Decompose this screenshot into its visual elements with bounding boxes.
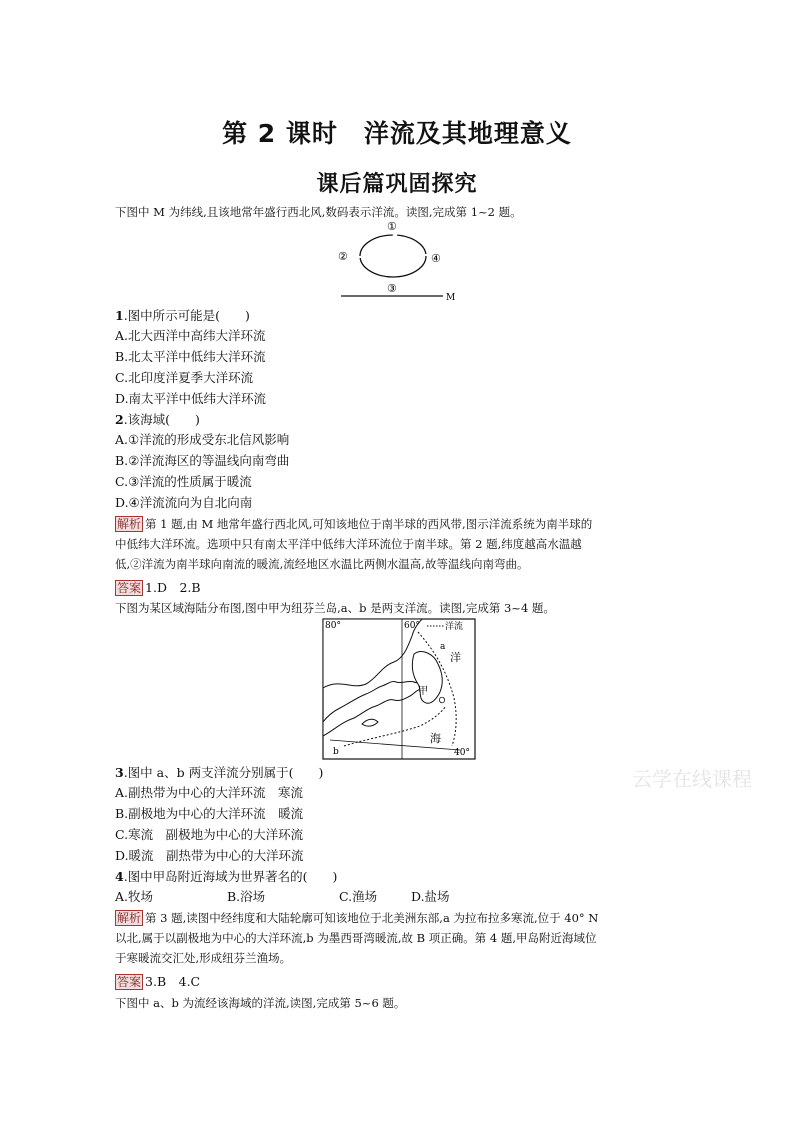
q3-option-c[interactable]: C.寒流 副极地为中心的大洋环流 <box>115 827 304 842</box>
answer-1-2: 答案 1.D 2.B <box>117 580 201 595</box>
question-2: 2.该海域( ) <box>115 412 200 427</box>
lon-label-60: 60° <box>404 621 420 631</box>
ocean-label-hai: 海 <box>430 732 441 745</box>
intro-q1-2: 下图中 M 为纬线,且该地常年盛行西北风,数码表示洋流。读图,完成第 1~2 题。 <box>115 205 522 219</box>
q3-option-a[interactable]: A.副热带为中心的大洋环流 寒流 <box>115 785 304 800</box>
explanation-2: 解析 第 3 题,读图中经纬度和大陆轮廓可知该地位于北美洲东部,a 为拉布拉多寒流,位于 40° N 以北,属于以副极地为中心的大洋环流,b 为墨西哥湾暖流,故 B 项正确。第 4 题,甲岛附近海域位 于寒暖流交汇处,形成纽芬兰渔场。 <box>115 911 599 965</box>
gyre-ellipse <box>360 235 426 277</box>
question-1: 1.图中所示可能是( ) <box>115 308 250 323</box>
q1-option-b[interactable]: B.北太平洋中低纬大洋环流 <box>115 349 266 364</box>
q4-option-b[interactable]: B.浴场 <box>227 889 266 904</box>
ocean-label-yang: 洋 <box>450 651 461 664</box>
island-label-jia: 甲 <box>418 686 428 697</box>
q4-option-d[interactable]: D.盐场 <box>411 889 450 904</box>
q2-option-c[interactable]: C.③洋流的性质属于暖流 <box>115 474 252 489</box>
latitude-label-m: M <box>446 293 456 303</box>
explanation-1: 解析 第 1 题,由 M 地常年盛行西北风,可知该地位于南半球的西风带,图示洋流系统为南半球的 中低纬大洋环流。选项中只有南太平洋中低纬大洋环流位于南半球。第 2 题,纬度越高水温越 低,②洋流为南半球向南流的暖流,流经地区水温比两侧水温高,故等温线向南弯曲。 <box>115 517 593 571</box>
question-3: 3.图中 a、b 两支洋流分别属于( ) <box>115 765 324 780</box>
current-label-2: ② <box>338 250 348 263</box>
q4-option-c[interactable]: C.渔场 <box>339 889 378 904</box>
explanation-tag: 解析 <box>117 911 142 925</box>
current-b-label: b <box>333 747 339 757</box>
lat-label-40: 40° <box>454 748 470 758</box>
intro-q5-6: 下图中 a、b 为流经该海域的洋流,读图,完成第 5~6 题。 <box>115 996 406 1010</box>
newfoundland-map <box>322 618 476 760</box>
legend-current: 洋流 <box>445 622 464 632</box>
q1-option-c[interactable]: C.北印度洋夏季大洋环流 <box>115 370 254 385</box>
answer-3-4: 答案 3.B 4.C <box>117 974 201 989</box>
explanation-tag: 解析 <box>117 517 142 531</box>
q3-option-d[interactable]: D.暖流 副热带为中心的大洋环流 <box>115 848 304 863</box>
answer-tag: 答案 <box>117 581 142 595</box>
answer-tag: 答案 <box>117 975 142 989</box>
current-a-label: a <box>440 642 446 652</box>
q2-option-d[interactable]: D.④洋流流向为自北向南 <box>115 495 253 510</box>
intro-q3-4: 下图为某区域海陆分布图,图中甲为纽芬兰岛,a、b 是两支洋流。读图,完成第 3~4 题。 <box>115 601 555 615</box>
q1-option-a[interactable]: A.北大西洋中高纬大洋环流 <box>115 328 266 343</box>
current-label-3: ③ <box>387 282 397 295</box>
watermark-text: 云学在线课程 <box>632 767 752 791</box>
question-4: 4.图中甲岛附近海域为世界著名的( ) <box>115 869 338 884</box>
q1-option-d[interactable]: D.南太平洋中低纬大洋环流 <box>115 391 267 406</box>
page-title: 第 2 课时 洋流及其地理意义 <box>222 119 572 148</box>
ocean-gyre-diagram <box>335 218 465 304</box>
lon-label-80: 80° <box>325 621 341 631</box>
q2-option-a[interactable]: A.①洋流的形成受东北信风影响 <box>115 432 290 447</box>
current-label-1: ① <box>387 220 397 233</box>
current-label-4: ④ <box>431 252 441 265</box>
q4-options <box>115 887 685 907</box>
q2-option-b[interactable]: B.②洋流海区的等温线向南弯曲 <box>115 453 290 468</box>
page-subtitle: 课后篇巩固探究 <box>316 172 478 197</box>
q4-option-a[interactable]: A.牧场 <box>115 889 154 904</box>
q3-option-b[interactable]: B.副极地为中心的大洋环流 暖流 <box>115 806 304 821</box>
